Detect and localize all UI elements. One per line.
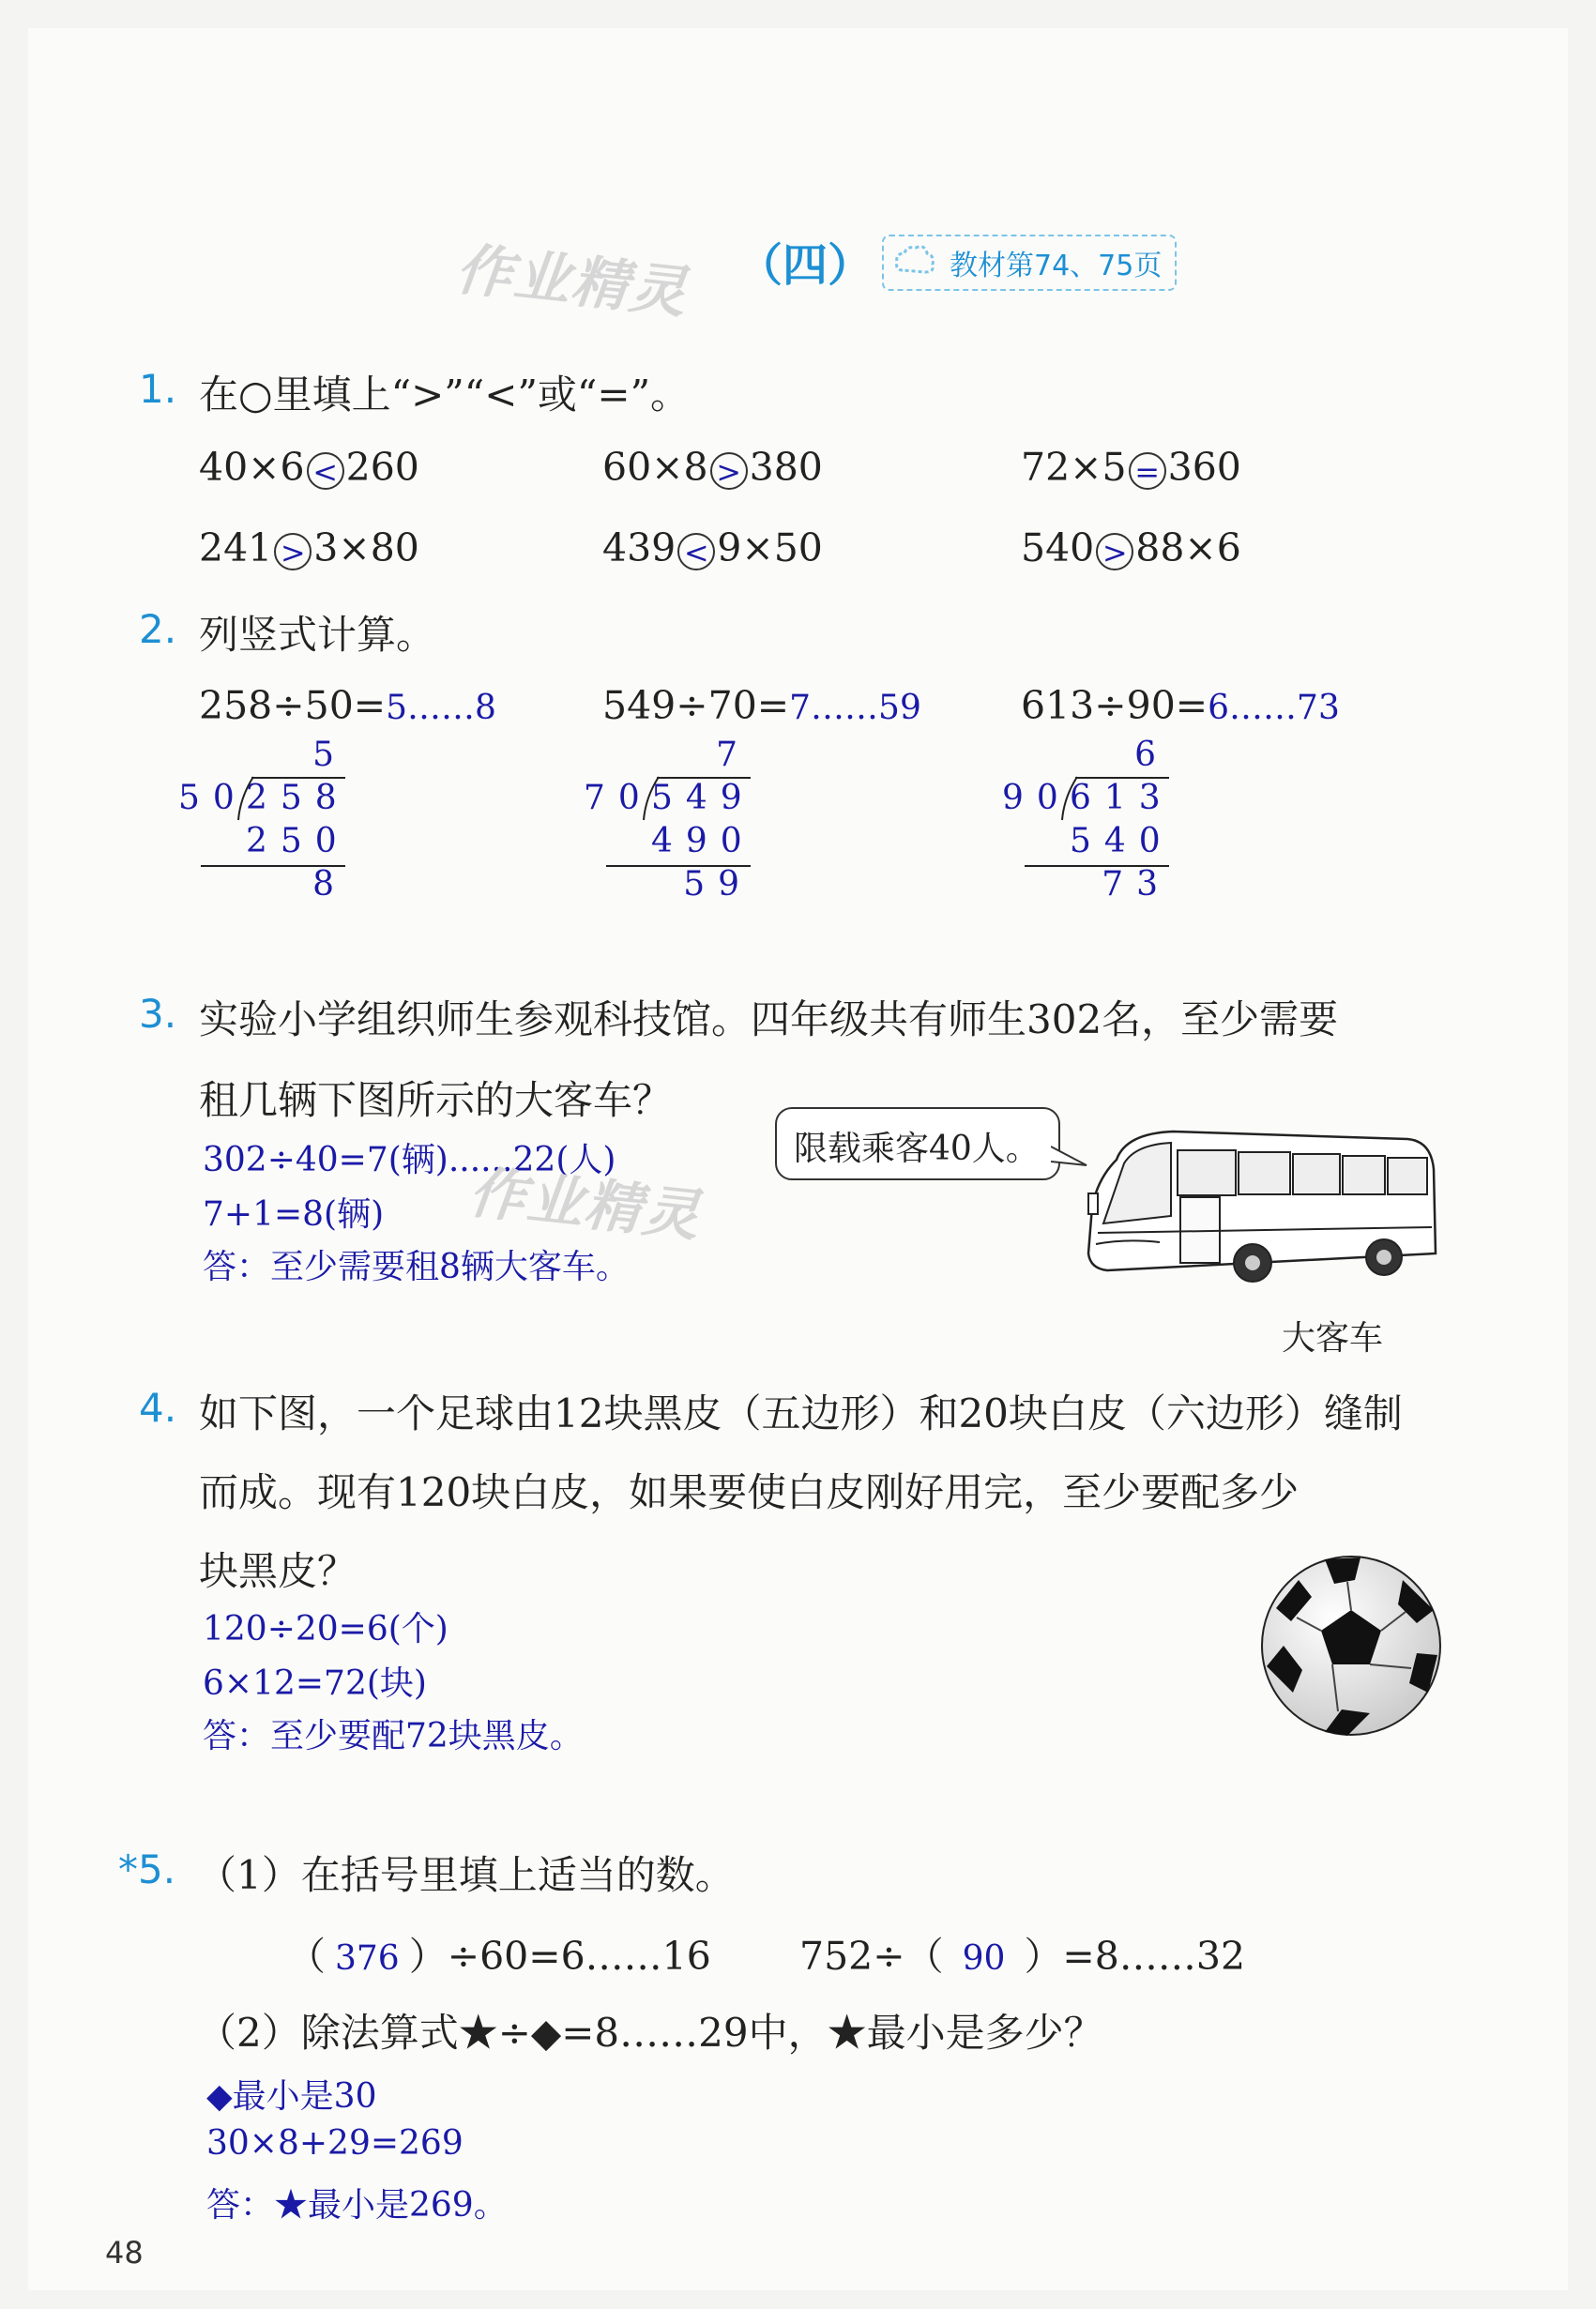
answer-circle: > xyxy=(710,452,748,490)
answer-line: 答：★最小是269。 xyxy=(206,2186,508,2225)
compare-1-2: 60×8 > 380 xyxy=(602,445,823,490)
question-3-line-2: 租几辆下图所示的大客车？ xyxy=(199,1077,673,1123)
answer-line: 302÷40=7(辆)......22(人) xyxy=(203,1141,616,1179)
compare-1-3: 72×5 = 360 xyxy=(1021,445,1241,490)
compare-1-1: 40×6 < 260 xyxy=(199,445,419,490)
question-number-1: 1. xyxy=(139,366,177,412)
fill-equation-2: 752÷（ 90 ）=8……32 xyxy=(799,1934,1246,1979)
answer-circle: > xyxy=(1096,533,1133,570)
section-title: （四） xyxy=(737,239,874,292)
bus-icon xyxy=(1070,1122,1445,1300)
compare-2-1: 241 > 3×80 xyxy=(199,525,419,570)
question-number-4: 4. xyxy=(139,1385,177,1431)
watermark-text: 作业精灵 xyxy=(452,236,692,327)
answer-line: 答：至少需要租8辆大客车。 xyxy=(203,1248,630,1286)
question-number-3: 3. xyxy=(139,991,177,1037)
division-expr-1: 258÷50=5……8 xyxy=(199,683,496,728)
question-number-5: *5. xyxy=(118,1846,176,1892)
question-4-line-2: 而成。现有120块白皮，如果要使白皮刚好用完，至少要配多少 xyxy=(199,1469,1300,1515)
question-3-line-1: 实验小学组织师生参观科技馆。四年级共有师生302名，至少需要 xyxy=(199,996,1339,1042)
speech-bubble: 限载乘客40人。 xyxy=(775,1107,1060,1180)
answer-line: 120÷20=6(个) xyxy=(203,1610,448,1648)
division-expr-2: 549÷70=7……59 xyxy=(602,683,921,728)
answer-line: 7+1=8(辆) xyxy=(203,1195,385,1234)
question-5-part-2: （2）除法算式★÷◆=8……29中，★最小是多少？ xyxy=(197,2010,1103,2056)
soccer-ball-icon xyxy=(1257,1552,1445,1739)
answer-circle: < xyxy=(307,452,344,490)
compare-2-3: 540 > 88×6 xyxy=(1021,525,1241,570)
answer-circle: < xyxy=(677,533,715,570)
fill-answer: 376 xyxy=(335,1939,400,1978)
answer-line: 6×12=72(块) xyxy=(203,1664,427,1703)
page-number: 48 xyxy=(105,2235,144,2271)
bus-caption: 大客车 xyxy=(1282,1319,1384,1358)
answer-circle: > xyxy=(274,533,312,570)
question-4-line-3: 块黑皮？ xyxy=(199,1548,357,1594)
answer-line: 答：至少要配72块黑皮。 xyxy=(203,1717,584,1755)
question-2-text: 列竖式计算。 xyxy=(199,612,436,658)
cloud-icon xyxy=(893,242,936,280)
answer-line: 30×8+29=269 xyxy=(206,2124,464,2163)
watermark-text: 作业精灵 xyxy=(465,1160,705,1250)
question-5-part-1: （1）在括号里填上适当的数。 xyxy=(197,1852,735,1898)
division-expr-3: 613÷90=6……73 xyxy=(1021,683,1340,728)
question-4-line-1: 如下图，一个足球由12块黑皮（五边形）和20块白皮（六边形）缝制 xyxy=(199,1390,1403,1436)
question-number-2: 2. xyxy=(139,606,177,652)
textbook-page-tag xyxy=(882,235,1177,291)
question-1-text: 在○里填上“>”“<”或“=”。 xyxy=(199,372,691,418)
fill-answer: 90 xyxy=(962,1939,1006,1978)
answer-circle: = xyxy=(1129,452,1166,490)
fill-equation-1: （ 376 ）÷60=6……16 xyxy=(287,1934,711,1979)
answer-line: ◆最小是30 xyxy=(206,2077,377,2116)
compare-2-2: 439 < 9×50 xyxy=(602,525,823,570)
tag-label: 教材第74、75页 xyxy=(950,250,1163,282)
